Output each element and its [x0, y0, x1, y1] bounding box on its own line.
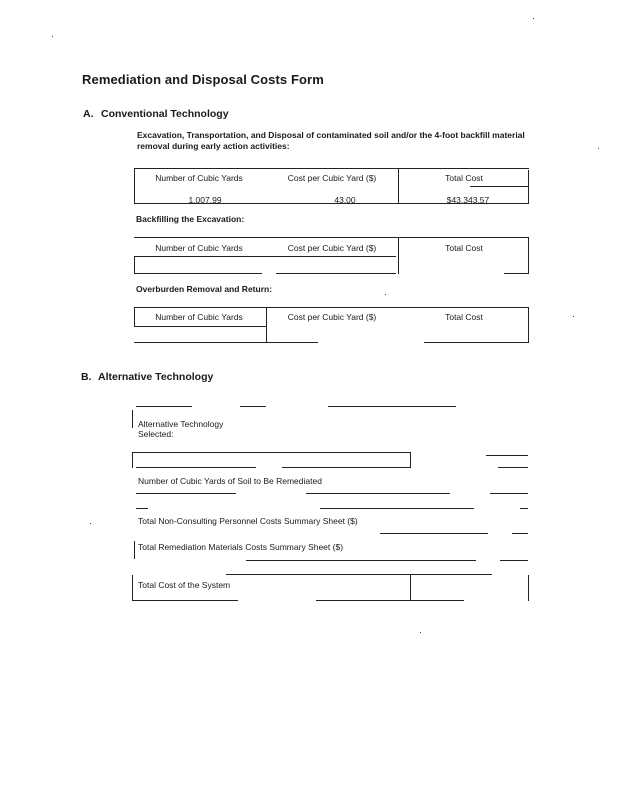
overburden-label: Overburden Removal and Return:: [136, 284, 273, 294]
section-a-heading: Conventional Technology: [101, 108, 229, 120]
table3-header-cubic-yards: Number of Cubic Yards: [155, 312, 243, 322]
table3-header-cost-per-yard: Cost per Cubic Yard ($): [287, 312, 377, 322]
materials-costs-label: Total Remediation Materials Costs Summary Sheet ($): [138, 542, 344, 552]
table1-header-cubic-yards: Number of Cubic Yards: [155, 173, 243, 183]
system-total-label: Total Cost of the System: [138, 580, 231, 590]
section-b-heading: Alternative Technology: [98, 371, 214, 383]
table1-total-cost-value: $43,343.57: [446, 195, 490, 205]
personnel-costs-label: Total Non-Consulting Personnel Costs Summary Sheet ($): [138, 516, 358, 526]
table3-header-total-cost: Total Cost: [445, 312, 483, 322]
table2-header-cubic-yards: Number of Cubic Yards: [155, 243, 243, 253]
table1-cost-per-yard-value: 43.00: [334, 195, 356, 205]
section-a-description: Excavation, Transportation, and Disposal of contaminated soil and/or the 4-foot backfill material removal during early action activities:: [137, 130, 525, 151]
alt-technology-selected-label: Alternative Technology Selected:: [138, 419, 224, 439]
backfill-label: Backfilling the Excavation:: [136, 214, 245, 224]
table1-cubic-yards-value: 1,007.99: [188, 195, 222, 205]
section-b-letter: B.: [81, 371, 92, 383]
table1-header-cost-per-yard: Cost per Cubic Yard ($): [287, 173, 377, 183]
table2-header-cost-per-yard: Cost per Cubic Yard ($): [287, 243, 377, 253]
section-a-letter: A.: [83, 108, 94, 120]
form-title: Remediation and Disposal Costs Form: [82, 72, 324, 87]
table2-header-total-cost: Total Cost: [445, 243, 483, 253]
table1-header-total-cost: Total Cost: [445, 173, 483, 183]
cubic-yards-remediated-label: Number of Cubic Yards of Soil to Be Remediated: [138, 476, 322, 486]
